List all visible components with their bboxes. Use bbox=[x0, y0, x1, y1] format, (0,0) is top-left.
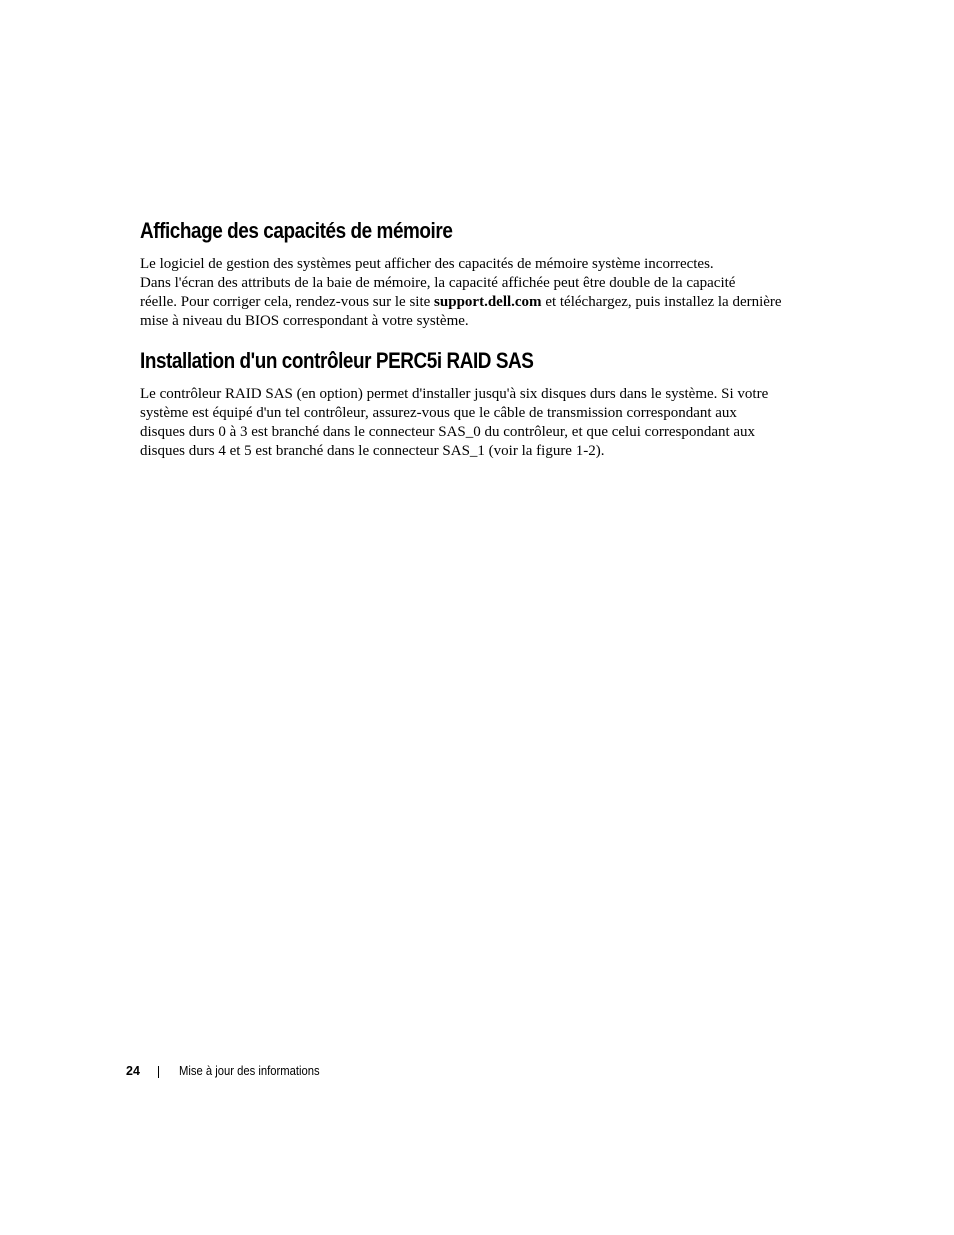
paragraph-line: mise à niveau du BIOS correspondant à votre système. bbox=[140, 313, 469, 329]
page-number: 24 bbox=[126, 1064, 140, 1078]
paragraph-line: Le contrôleur RAID SAS (en option) permet d'installer jusqu'à six disques durs dans le système. Si votre bbox=[140, 386, 769, 402]
paragraph-line bbox=[140, 293, 820, 312]
footer-separator bbox=[158, 1066, 159, 1078]
paragraph-line: disques durs 0 à 3 est branché dans le connecteur SAS_0 du contrôleur, et que celui correspondant aux bbox=[140, 424, 756, 440]
support-site-link[interactable]: support.dell.com bbox=[434, 294, 542, 310]
paragraph-memory-capacity bbox=[140, 255, 820, 331]
paragraph-line: Dans l'écran des attributs de la baie de mémoire, la capacité affichée peut être double de la capacité bbox=[140, 275, 736, 291]
paragraph-line: système est équipé d'un tel contrôleur, assurez-vous que le câble de transmission correspondant aux bbox=[140, 405, 737, 421]
paragraph-text: réelle. Pour corriger cela, rendez-vous sur le site bbox=[140, 294, 435, 310]
section-heading-perc5i-install: Installation d'un contrôleur PERC5i RAID SAS bbox=[140, 348, 534, 373]
section-heading-memory-capacity: Affichage des capacités de mémoire bbox=[140, 218, 453, 243]
paragraph-text: et téléchargez, puis installez la dernière bbox=[541, 294, 782, 310]
footer-chapter-title: Mise à jour des informations bbox=[179, 1064, 320, 1078]
paragraph-line: disques durs 4 et 5 est branché dans le connecteur SAS_1 (voir la figure 1-2). bbox=[140, 443, 605, 459]
paragraph-line: Le logiciel de gestion des systèmes peut afficher des capacités de mémoire système incorrectes. bbox=[140, 256, 714, 272]
paragraph-perc5i-install bbox=[140, 385, 820, 461]
